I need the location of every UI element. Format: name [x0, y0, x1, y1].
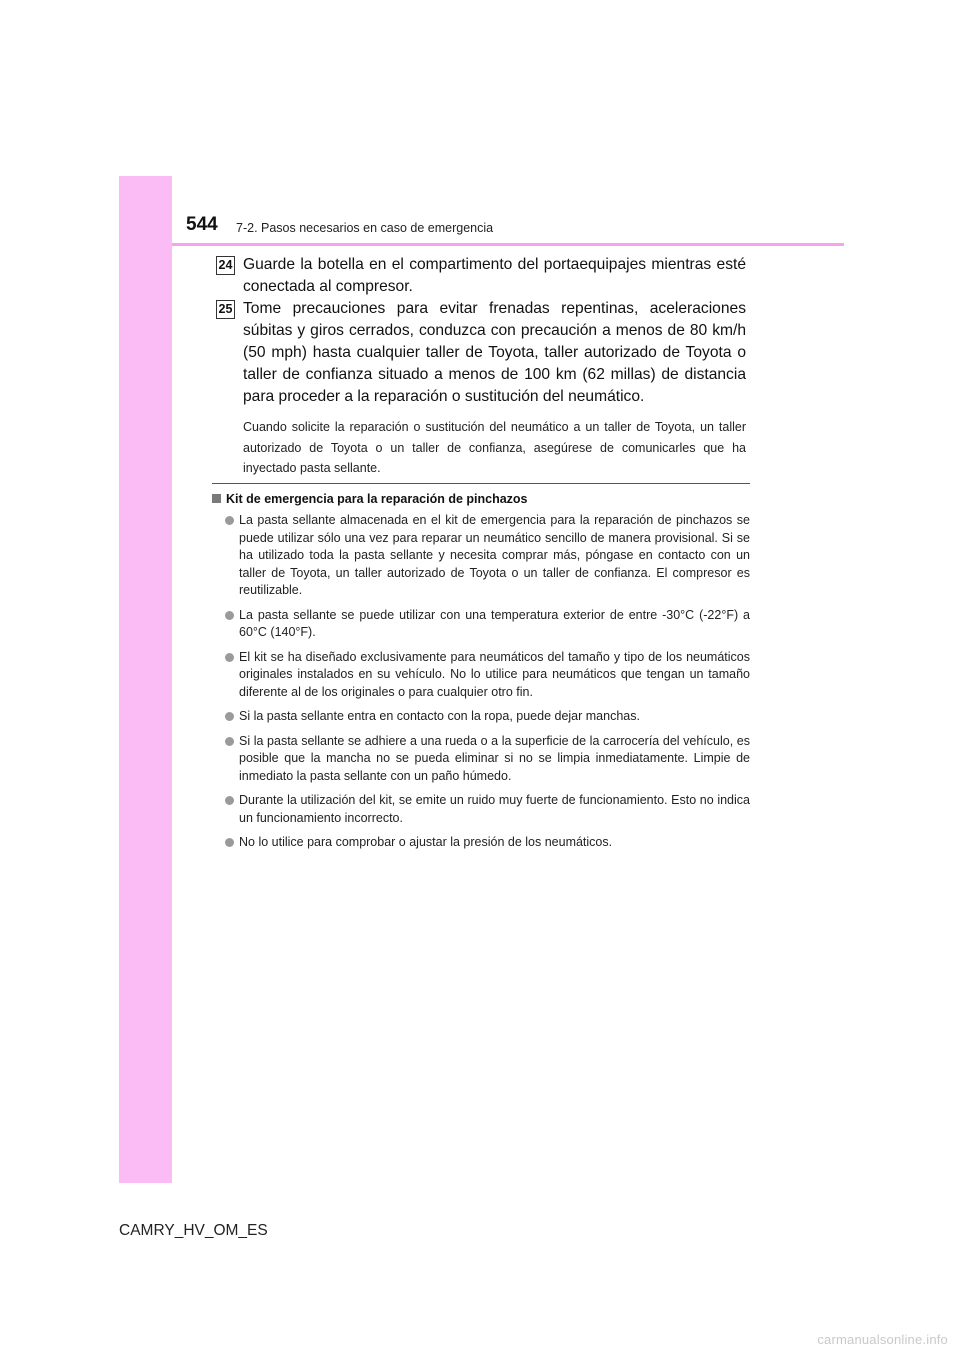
step-25	[216, 298, 746, 479]
watermark: carmanualsonline.info	[817, 1332, 948, 1347]
list-item	[212, 607, 750, 642]
sidebar-tab	[119, 176, 172, 1183]
list-item	[212, 512, 750, 600]
bullet-icon	[225, 796, 234, 805]
step-text: Guarde la botella en el compartimento del portaequipajes mientras esté conectada al compresor.	[243, 256, 746, 295]
square-bullet-icon	[212, 494, 221, 503]
page-number: 544	[186, 214, 218, 235]
step-number-badge: 25	[216, 300, 235, 319]
bullet-icon	[225, 516, 234, 525]
list-item-text: La pasta sellante se puede utilizar con una temperatura exterior de entre -30°C (-22°F) a 60°C (140°F).	[239, 607, 750, 639]
notes-divider	[212, 483, 750, 484]
list-item-text: No lo utilice para comprobar o ajustar la presión de los neumáticos.	[239, 835, 613, 849]
notes-list	[212, 512, 750, 859]
list-item-text: Durante la utilización del kit, se emite un ruido muy fuerte de funcionamiento. Esto no indica un funcionamiento incorrecto.	[239, 793, 750, 825]
list-item-text: La pasta sellante almacenada en el kit de emergencia para la reparación de pinchazos se puede utilizar sólo una vez para reparar un neumático sencillo de manera provisional. Si se ha utilizado toda la pasta sellante y necesita comprar más, póngase en contacto con un taller de Toyota, un taller autorizado de Toyota o un taller de confianza. El compresor es reutilizable.	[239, 513, 750, 597]
header-rule	[172, 243, 844, 246]
notes-heading	[212, 492, 528, 506]
list-item-text: Si la pasta sellante se adhiere a una rueda o a la superficie de la carrocería del vehículo, es posible que la mancha no se pueda eliminar si no se limpia inmediatamente. Limpie de inmediato la pasta sellante con un paño húmedo.	[239, 733, 750, 783]
bullet-icon	[225, 838, 234, 847]
step-number-badge: 24	[216, 256, 235, 275]
list-item	[212, 834, 750, 852]
step-24	[216, 254, 746, 298]
bullet-icon	[225, 653, 234, 662]
list-item-text: Si la pasta sellante entra en contacto con la ropa, puede dejar manchas.	[239, 709, 640, 723]
list-item	[212, 733, 750, 786]
list-item	[212, 792, 750, 827]
step-text: Tome precauciones para evitar frenadas repentinas, aceleraciones súbitas y giros cerrados, conduzca con precaución a menos de 80 km/h (50 mph) hasta cualquier taller de Toyota, taller autorizado de Toyota o taller de confianza situado a menos de 100 km (62 millas) de distancia para proceder a la reparación o sustitución del neumático.	[243, 300, 746, 405]
notes-heading-text: Kit de emergencia para la reparación de pinchazos	[226, 492, 528, 506]
list-item	[212, 649, 750, 702]
bullet-icon	[225, 712, 234, 721]
list-item-text: El kit se ha diseñado exclusivamente para neumáticos del tamaño y tipo de los neumáticos originales instalados en su vehículo. No lo utilice para neumáticos que tengan un tamaño diferente al de los originales o para cualquier otro fin.	[239, 649, 750, 699]
section-title: 7-2. Pasos necesarios en caso de emergencia	[236, 221, 494, 235]
list-item	[212, 708, 750, 726]
bullet-icon	[225, 737, 234, 746]
bullet-icon	[225, 611, 234, 620]
document-code: CAMRY_HV_OM_ES	[119, 1222, 268, 1239]
step-note: Cuando solicite la reparación o sustitución del neumático a un taller de Toyota, un taller autorizado de Toyota o un taller de confianza, asegúrese de comunicarles que ha inyectado pasta sellante.	[243, 420, 746, 475]
